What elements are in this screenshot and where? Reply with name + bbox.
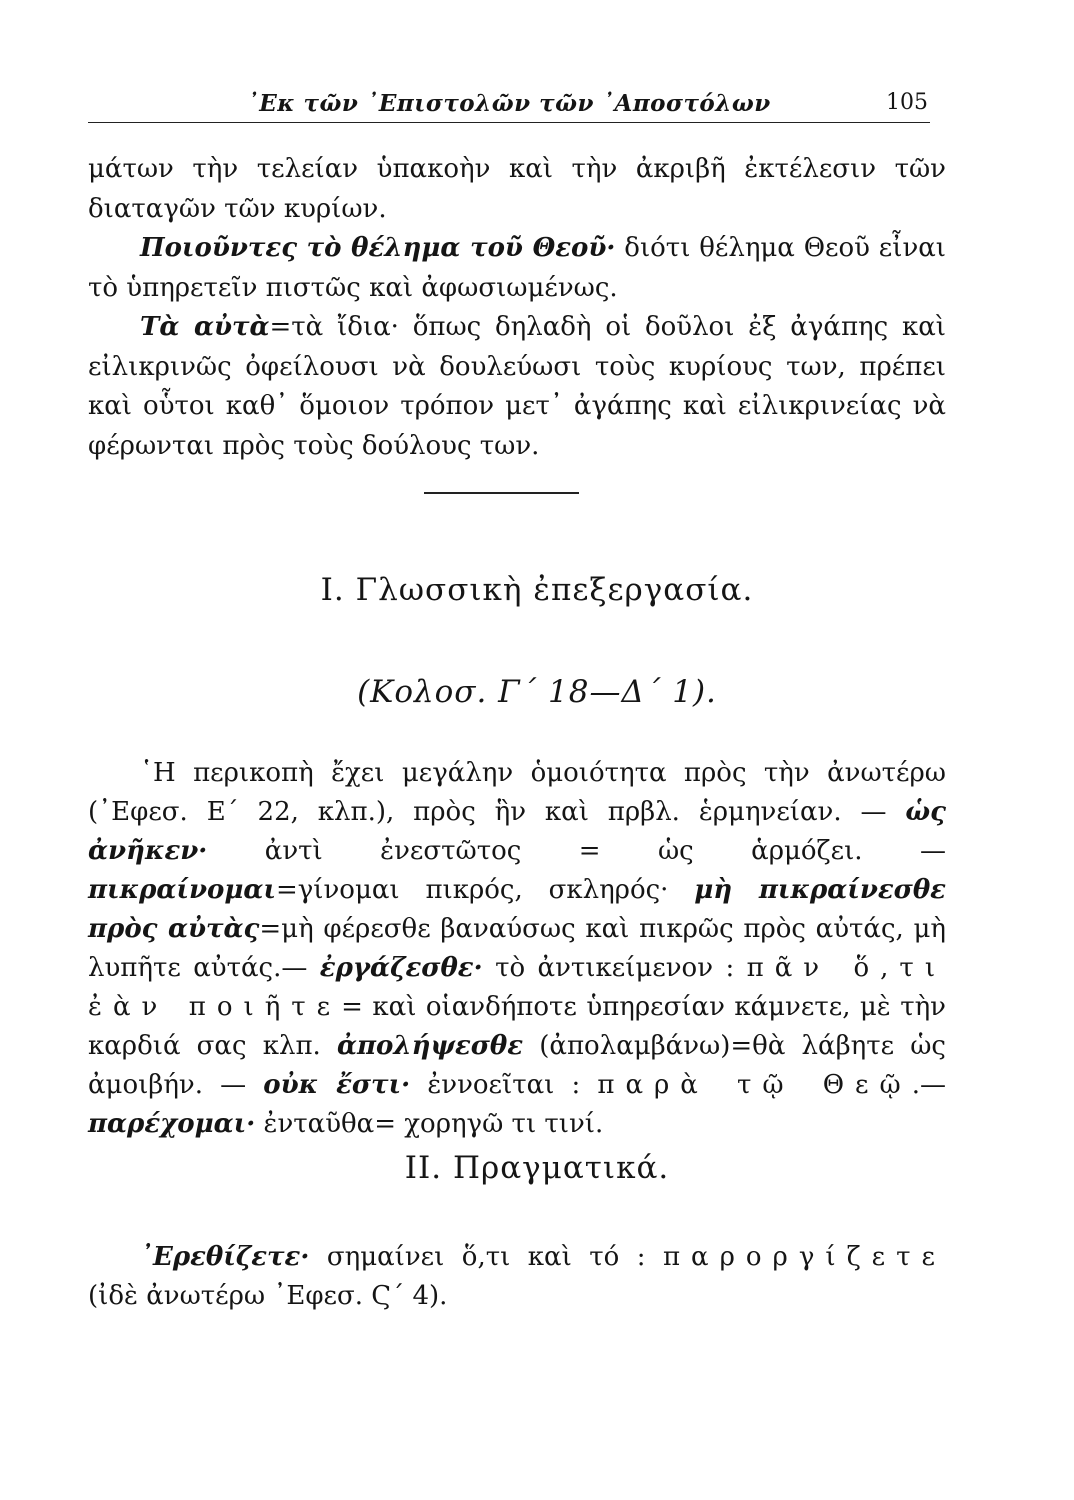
term-pikrainomai: πικραίνομαι: [88, 875, 276, 905]
intro-paragraph-1: μάτων τὴν τελείαν ὑπακοὴν καὶ τὴν ἀκριβῆ ἐκτέλεσιν τῶν διαταγῶν τῶν κυρίων.: [88, 154, 946, 224]
intro-paragraph-3: Τὰ αὐτὰ=τὰ ἴδια· ὅπως δηλαδὴ οἱ δοῦλοι ἐξ ἀγάπης καὶ εἰλικρινῶς ὀφείλουσι νὰ δουλεύωσι τοὺς κυρίους των, πρέπει καὶ οὗτοι καθ᾿ ὅμοιον τρόπον μετ᾿ ἀγάπης καὶ εἰλικρινείας νὰ φέρωνται πρὸς τοὺς δούλους των.: [88, 312, 946, 461]
spaced-phrase-parorgizete: παροργίζετε: [662, 1242, 946, 1272]
section-2-paragraph: ᾿Ερεθίζετε· σημαίνει ὅ,τι καὶ τό : παροργίζετε (ἰδὲ ἀνωτέρω ᾿Εφεσ. Ϛ΄ 4).: [88, 1242, 946, 1311]
term-apolepsesthe: ἀπολήψεσθε: [336, 1031, 524, 1061]
term-erethizete: ᾿Ερεθίζετε·: [140, 1242, 310, 1272]
term-ta-auta: Τὰ αὐτὰ: [140, 312, 270, 342]
section-1-text: [88, 754, 946, 1144]
intro-paragraph-2: Ποιοῦντες τὸ θέλημα τοῦ Θεοῦ· διότι θέλημα Θεοῦ εἶναι τὸ ὑπηρετεῖν πιστῶς καὶ ἀφωσιωμένως.: [88, 233, 946, 303]
scripture-reference: (Κολοσ. Γ΄ 18—Δ΄ 1).: [357, 674, 717, 710]
spaced-phrase-para: παρὰ τῷ Θεῷ: [597, 1070, 912, 1100]
spaced-phrase-pan: πᾶν ὅ,τι ἐὰν ποιῆτε: [88, 953, 947, 1022]
section-2-heading: ΙΙ. Πραγματικά.: [404, 1150, 670, 1186]
term-ergazesthe: ἐργάζεσθε·: [319, 953, 483, 983]
page-number: 105: [886, 90, 928, 115]
intro-text: [88, 150, 946, 466]
term-me-pikrainesthe: μὴ πικραίνεσθε πρὸς αὐτὰς: [88, 875, 946, 944]
section-2-text: [88, 1238, 946, 1316]
section-1-heading: Ι. Γλωσσικὴ ἐπεξεργασία.: [320, 572, 754, 608]
running-header: [88, 84, 930, 123]
section-divider: [424, 492, 579, 494]
term-poiountes: Ποιοῦντες τὸ θέλημα τοῦ Θεοῦ·: [140, 233, 616, 263]
term-ouk-esti: οὐκ ἔστι·: [263, 1070, 411, 1100]
term-parechomai: παρέχομαι·: [88, 1109, 256, 1139]
running-title: ᾿Εκ τῶν ᾿Επιστολῶν τῶν ᾿Αποστόλων: [247, 90, 771, 117]
term-os-aneken: ὡς ἀνῆκεν·: [88, 797, 946, 866]
section-1-paragraph: ῾Η περικοπὴ ἔχει μεγάλην ὁμοιότητα πρὸς τὴν ἀνωτέρω (᾿Εφεσ. Ε΄ 22, κλπ.), πρὸς ἣν καὶ πρβλ. ἑρμηνείαν. — ὡς ἀνῆκεν· ἀντὶ ἐνεστῶτος = ὡς ἁρμόζει. — πικραίνομαι=γίνομαι πικρός, σκληρός· μὴ πικραίνεσθε πρὸς αὐτὰς=μὴ φέρεσθε βαναύσως καὶ πικρῶς πρὸς αὐτάς, μὴ λυπῆτε αὐτάς.— ἐργάζεσθε· τὸ ἀντικείμενον : πᾶν ὅ,τι ἐὰν ποιῆτε= καὶ οἱανδήποτε ὑπηρεσίαν κάμνετε, μὲ τὴν καρδιά σας κλπ. ἀπολήψεσθε (ἀπολαμβάνω)=θὰ λάβητε ὡς ἀμοιβήν. — οὐκ ἔστι· ἐννοεῖται : παρὰ τῷ Θεῷ.—παρέχομαι· ἐνταῦθα= χορηγῶ τι τινί.: [88, 758, 947, 1139]
